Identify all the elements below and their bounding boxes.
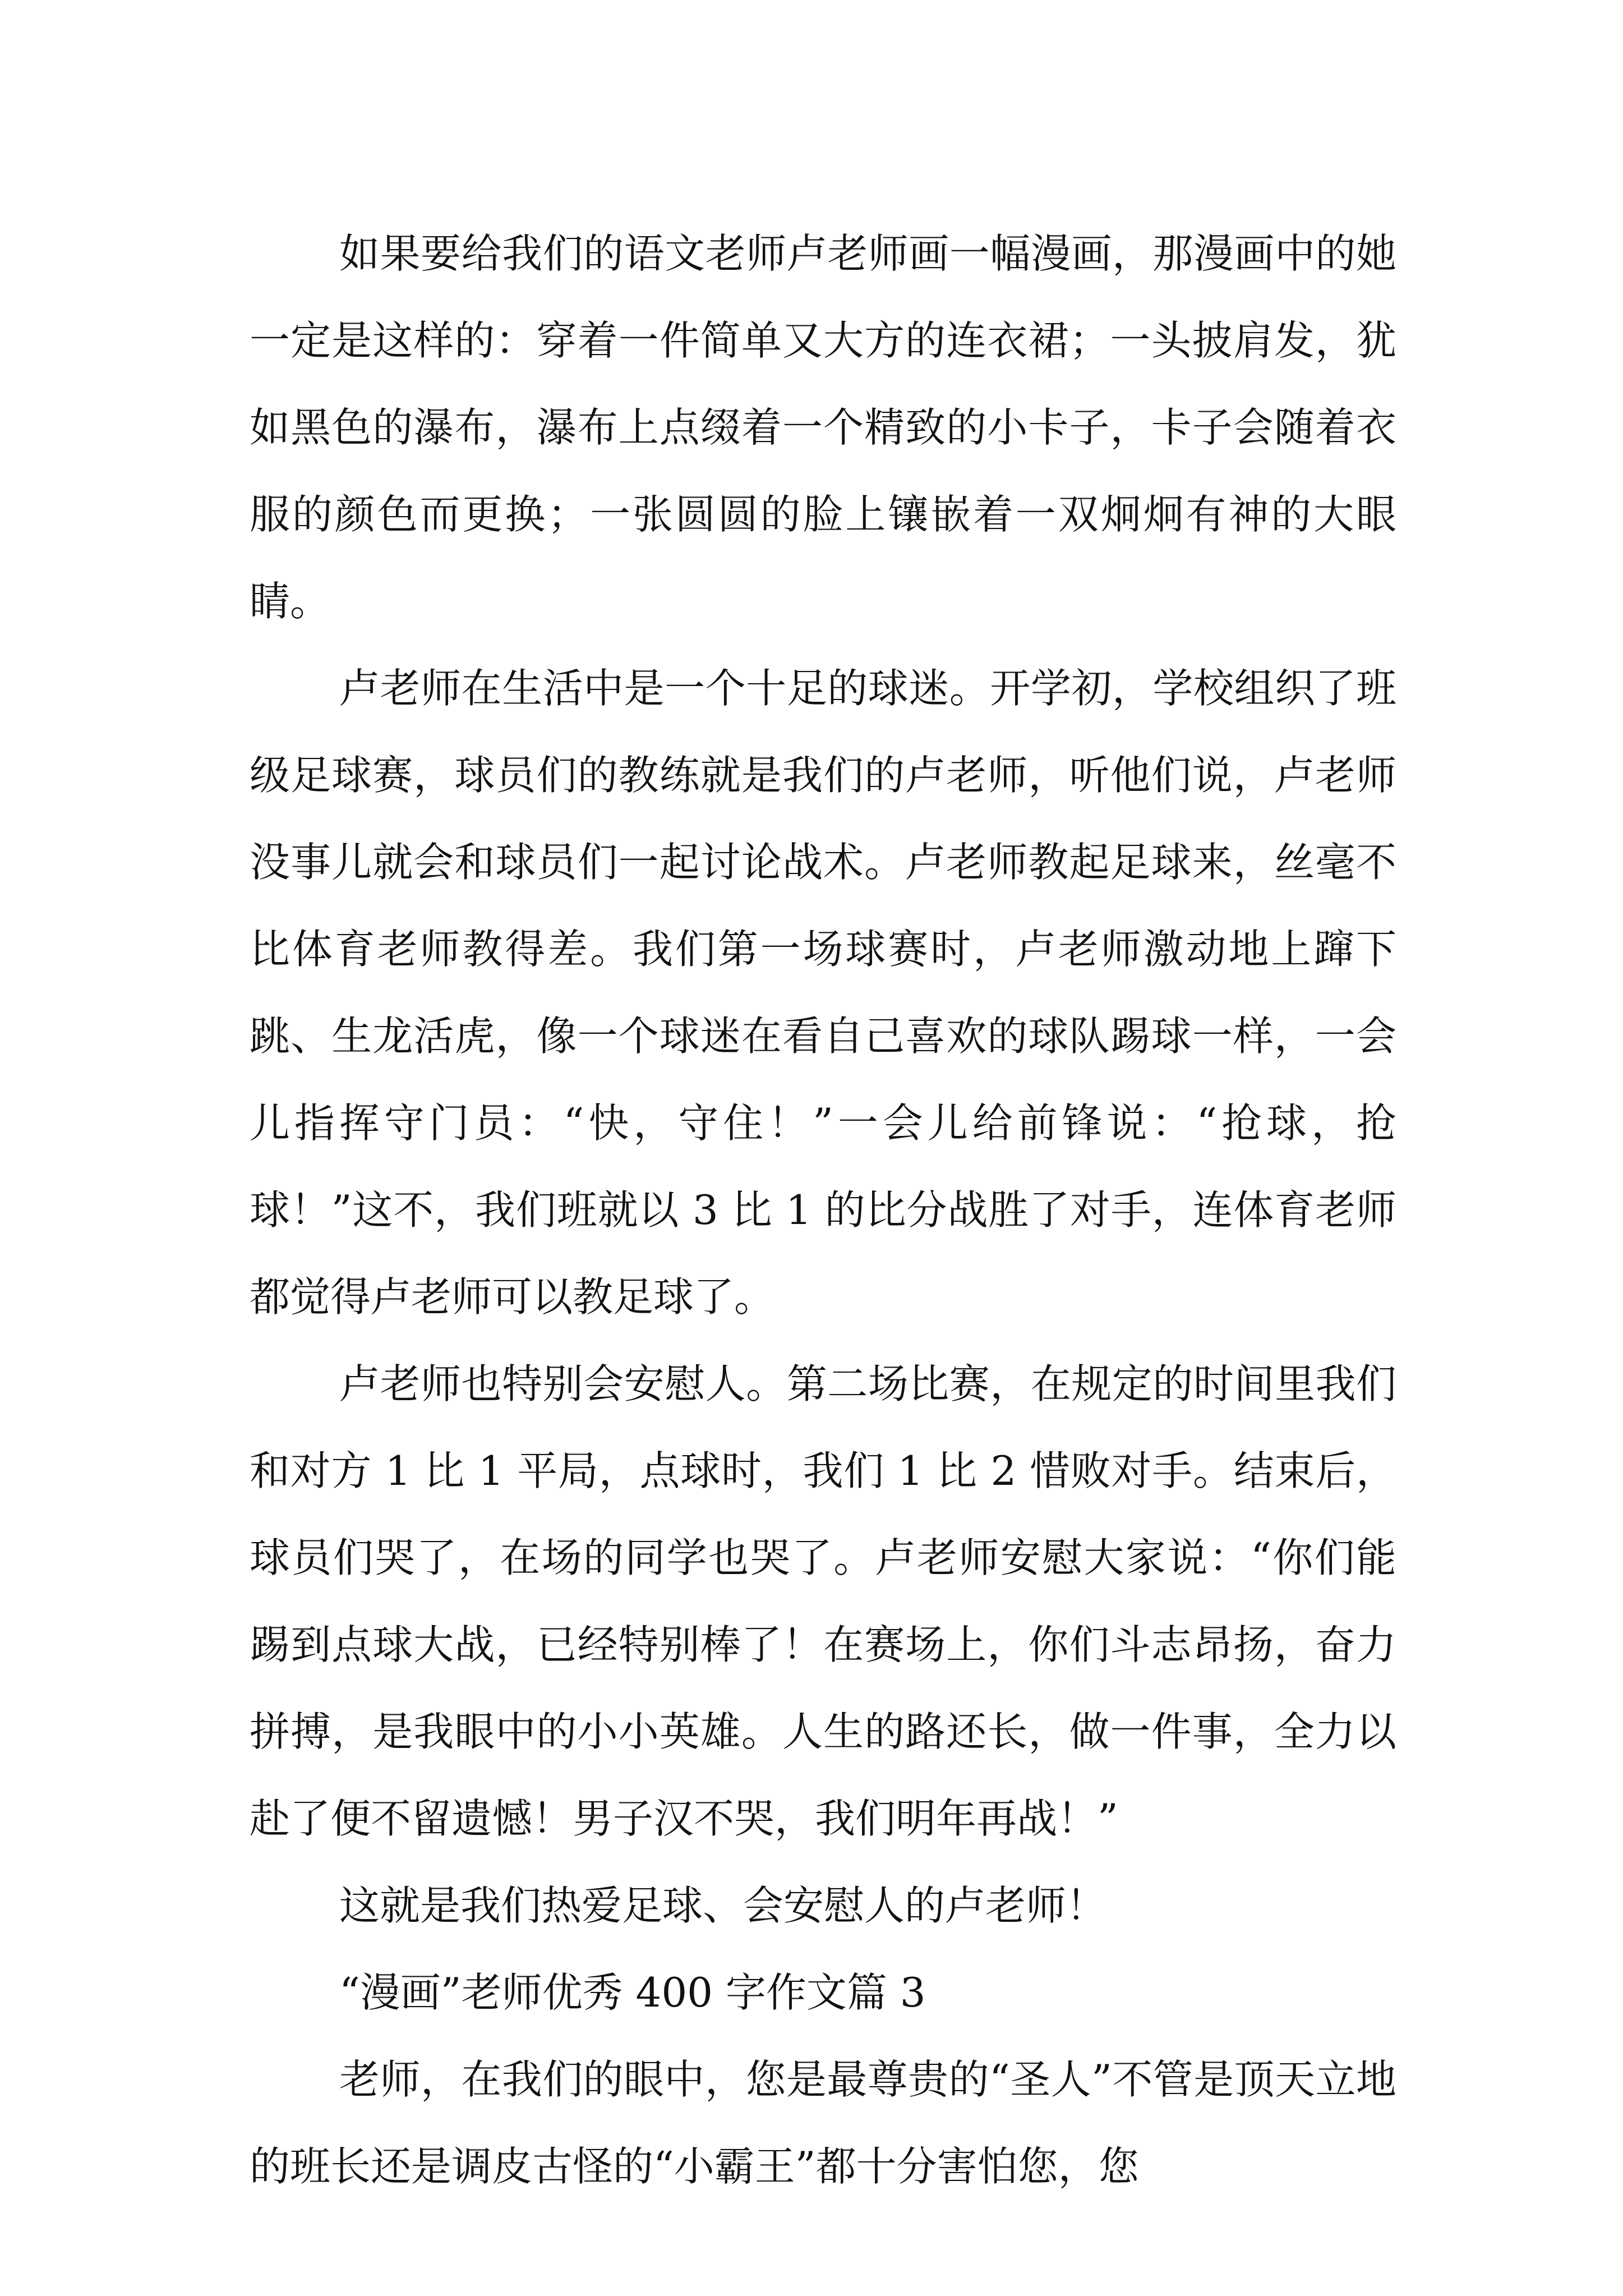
- paragraph-appearance: 如果要给我们的语文老师卢老师画一幅漫画，那漫画中的她一定是这样的：穿着一件简单又大方的连衣裙；一头披肩发，犹如黑色的瀑布，瀑布上点缀着一个精致的小卡子，卡子会随着衣服的颜色而更换；一张圆圆的脸上镶嵌着一双炯炯有神的大眼睛。: [250, 230, 1396, 625]
- paragraph-essay-3-opening: 老师，在我们的眼中，您是最尊贵的“圣人”不管是顶天立地的班长还是调皮古怪的“小霸王”都十分害怕您，您: [250, 2056, 1396, 2190]
- paragraph-comforting: 卢老师也特别会安慰人。第二场比赛，在规定的时间里我们和对方 1 比 1 平局，点球时，我们 1 比 2 惜败对手。结束后，球员们哭了，在场的同学也哭了。卢老师安慰大家说：“你们能踢到点球大战，已经特别棒了！在赛场上，你们斗志昂扬，奋力拼搏，是我眼中的小小英雄。人生的路还长，做一件事，全力以赴了便不留遗憾！男子汉不哭，我们明年再战！”: [250, 1360, 1396, 1842]
- paragraph-football-fan: 卢老师在生活中是一个十足的球迷。开学初，学校组织了班级足球赛，球员们的教练就是我们的卢老师，听他们说，卢老师没事儿就会和球员们一起讨论战术。卢老师教起足球来，丝毫不比体育老师教得差。我们第一场球赛时，卢老师激动地上蹿下跳、生龙活虎，像一个球迷在看自己喜欢的球队踢球一样，一会儿指挥守门员：“快，守住！”一会儿给前锋说：“抢球，抢球！”这不，我们班就以 3 比 1 的比分战胜了对手，连体育老师都觉得卢老师可以教足球了。: [250, 665, 1396, 1320]
- section-heading: “漫画”老师优秀 400 字作文篇 3: [339, 1969, 926, 2016]
- paragraph-conclusion: 这就是我们热爱足球、会安慰人的卢老师！: [339, 1882, 1107, 1929]
- document-body: [250, 210, 1396, 2210]
